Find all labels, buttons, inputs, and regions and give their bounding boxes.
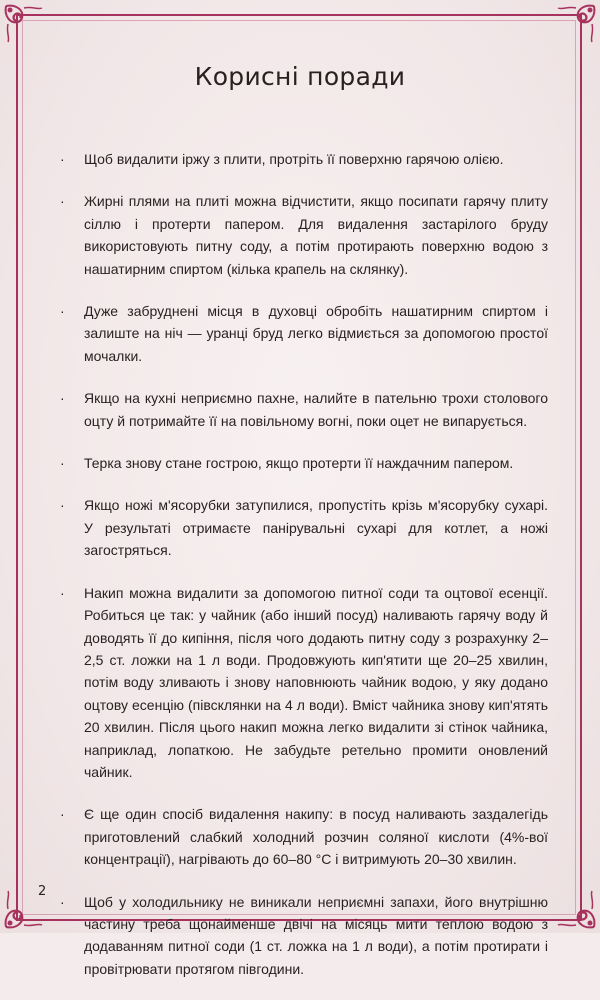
bullet-icon: · — [60, 893, 65, 910]
corner-ornament-icon — [2, 2, 56, 56]
tip-item — [60, 494, 548, 561]
bullet-icon: · — [60, 497, 65, 514]
page-number: 2 — [38, 884, 47, 899]
corner-ornament-icon — [544, 2, 598, 56]
tip-item — [60, 891, 548, 981]
tip-text: Якщо ножі м'ясорубки затупилися, пропустіть крізь м'ясорубку сухарі. У результаті отримаєте панірувальні сухарі для котлет, а ножі загостряться. — [84, 497, 548, 559]
bullet-icon: · — [60, 303, 65, 320]
tip-item — [60, 190, 548, 280]
tip-text: Є ще один спосіб видалення накипу: в посуд наливають заздалегідь приготовлений слабкий холодний розчин соляної кислоти (4%-вої концентрації), нагрівають до 60–80 °С і витримують 20–30 хвилин. — [84, 806, 548, 868]
tip-text: Якщо на кухні неприємно пахне, налийте в пательню трохи столового оцту й потримайте її на повільному вогні, поки оцет не випарується. — [84, 390, 548, 429]
bullet-icon: · — [60, 390, 65, 407]
page-title: Корисні поради — [194, 62, 406, 91]
bullet-icon: · — [60, 806, 65, 823]
tips-list — [60, 148, 548, 1000]
tip-item — [60, 300, 548, 367]
bullet-icon: · — [60, 151, 65, 167]
tip-item — [60, 148, 548, 170]
tip-item — [60, 387, 548, 432]
tip-text: Щоб видалити іржу з плити, протріть її поверхню гарячою олією. — [84, 151, 504, 167]
tip-text: Накип можна видалити за допомогою питної соди та оцтової есенції. Робиться це так: у чайник (або інший посуд) наливають гарячу воду й доводять її до кипіння, після чого додають питну соду з розрахунку 2–2,5 ст. ложки на 1 л води. Продовжують кип'ятити ще 20–25 хвилин, потім воду зливають і знову наповнюють чайник водою, у яку додано оцтову есенцію (півсклянки на 4 л води). Вміст чайника знову кип'ятять 20 хвилин. Після цього накип можна легко видалити зі стінок чайника, наприклад, лопаткою. Не забудьте ретельно промити оновлений чайник. — [84, 584, 548, 780]
tip-item — [60, 452, 548, 474]
bullet-icon: · — [60, 193, 65, 210]
tip-text: Дуже забруднені місця в духовці обробіть нашатирним спиртом і залиште на ніч — уранці бруд легко відмиється за допомогою простої мочалки. — [84, 303, 548, 364]
corner-ornament-icon — [2, 877, 56, 931]
tip-item — [60, 803, 548, 870]
tip-text: Жирні плями на плиті можна відчистити, якщо посипати гарячу плиту сіллю і протерти папером. Для видалення застарілого бруду використовують питну соду, а потім протирають поверхню водою з нашатирним спиртом (кілька крапель на склянку). — [84, 193, 548, 277]
tip-text: Терка знову стане гострою, якщо протерти її наждачним папером. — [84, 455, 514, 472]
bullet-icon: · — [60, 455, 65, 472]
corner-ornament-icon — [544, 877, 598, 931]
tip-item — [60, 582, 548, 784]
tip-text: Щоб у холодильнику не виникали неприємні запахи, його внутрішню частину треба щонайменше двічі на місяць мити теплою водою з додаванням питної соди (1 ст. ложка на 1 л води), а потім протирати і провітрювати протягом півгодини. — [84, 893, 548, 977]
bullet-icon: · — [60, 584, 65, 601]
